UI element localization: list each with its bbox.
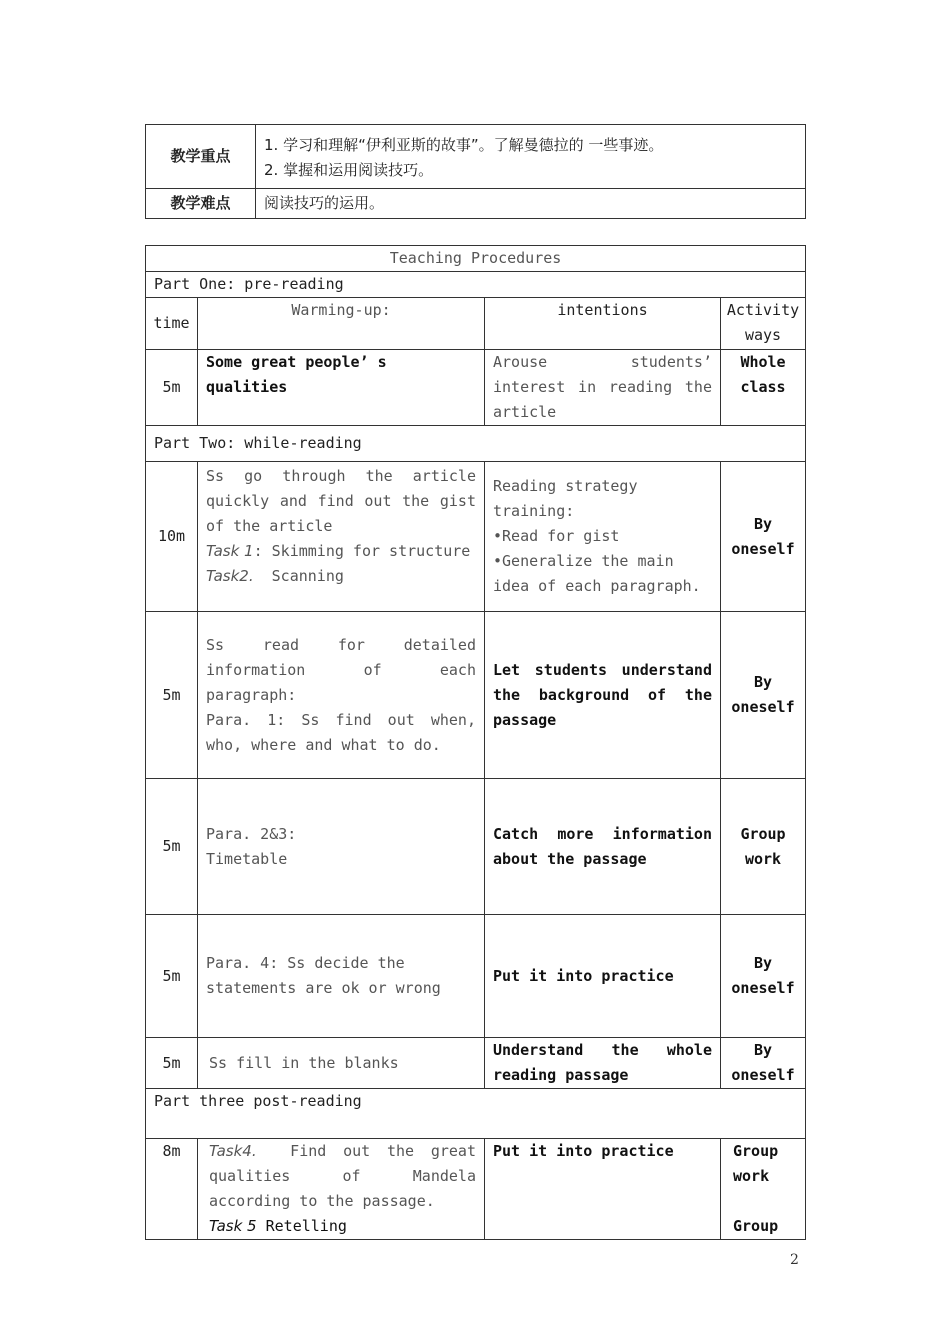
difficulty-label: 教学难点 xyxy=(146,189,256,219)
part2-row2-ways-line-2: oneself xyxy=(731,698,795,716)
part2-row3-ways-line-2: work xyxy=(744,849,782,868)
part3-ways-line-4: Group xyxy=(733,1217,779,1235)
part2-row4-ways-line-2: oneself xyxy=(731,979,795,997)
task1-text: : Skimming for structure xyxy=(253,542,471,560)
part2-row3-activity-line-2: Timetable xyxy=(206,849,288,868)
part2-row3-time: 5m xyxy=(146,779,198,915)
key-point-1: 1. 学习和理解“伊利亚斯的故事”。了解曼德拉的 一些事迹。 xyxy=(264,136,664,154)
part2-row1-ways-line-1: By xyxy=(753,514,773,533)
part2-row5-ways-line-1: By xyxy=(753,1041,773,1059)
procedures-table xyxy=(145,245,806,1240)
key-points-label: 教学重点 xyxy=(146,125,256,189)
part2-row4-activity xyxy=(198,915,485,1038)
part2-row3-activity xyxy=(198,779,485,915)
task2-label: Task2. xyxy=(206,567,254,585)
part2-row5-ways-line-2: oneself xyxy=(731,1066,795,1084)
part2-row2-intention: Let students understand the background of the passage xyxy=(485,612,721,779)
part2-row3-intention: Catch more information about the passage xyxy=(485,779,721,915)
task2-text: Scanning xyxy=(253,567,344,585)
part2-row1-intention xyxy=(485,462,721,612)
part1-time: 5m xyxy=(146,350,198,426)
strategy-bullet-2: •Generalize the main idea of each paragraph. xyxy=(493,552,701,595)
header-intentions: intentions xyxy=(485,298,721,350)
task5-text: Retelling xyxy=(256,1217,347,1235)
task4-label: Task4. xyxy=(209,1142,257,1160)
part2-row2-time: 5m xyxy=(146,612,198,779)
part3-activity xyxy=(198,1139,485,1240)
strategy-title: Reading strategy training: xyxy=(493,477,638,520)
part2-row5-intention: Understand the whole reading passage xyxy=(485,1038,721,1089)
part-two-label: Part Two: while-reading xyxy=(146,426,806,462)
part2-row4-time: 5m xyxy=(146,915,198,1038)
header-warming-up: Warming-up: xyxy=(198,298,485,350)
key-point-2: 2. 掌握和运用阅读技巧。 xyxy=(264,161,434,179)
part1-ways-line-2: class xyxy=(740,378,786,396)
objectives-table xyxy=(145,124,806,219)
part2-row3-ways-line-1: Group xyxy=(740,824,786,843)
part3-ways-line-1: Group xyxy=(733,1142,779,1160)
part1-ways xyxy=(721,350,806,426)
part2-row2-ways-line-1: By xyxy=(753,673,773,691)
part2-row1-time: 10m xyxy=(146,462,198,612)
part2-row2-activity-line-2: Para. 1: Ss find out when, who, where and what to do. xyxy=(206,710,476,754)
part1-ways-line-1: Whole xyxy=(740,353,786,371)
part3-ways-line-3 xyxy=(733,1189,805,1214)
page-number: 2 xyxy=(790,1252,799,1268)
part1-intention: Arouse students’ interest in reading the article xyxy=(485,350,721,426)
key-points-cell xyxy=(256,125,806,189)
part-three-label: Part three post-reading xyxy=(146,1089,806,1139)
part2-row4-activity-line-1: Para. 4: Ss decide the xyxy=(206,954,405,972)
header-ways-line-2: ways xyxy=(744,326,782,344)
part2-row5-time: 5m xyxy=(146,1038,198,1089)
part2-row3-ways xyxy=(721,779,806,915)
part2-row2-activity-line-1: Ss read for detailed information of each paragraph: xyxy=(206,635,476,704)
part2-row2-activity xyxy=(198,612,485,779)
part3-ways xyxy=(721,1139,806,1240)
part3-intention: Put it into practice xyxy=(485,1139,721,1240)
part2-row5-activity: Ss fill in the blanks xyxy=(198,1038,485,1089)
part2-row3-activity-line-1: Para. 2&3: xyxy=(206,824,297,843)
procedures-title: Teaching Procedures xyxy=(146,246,806,272)
task1-label: Task 1 xyxy=(206,542,254,560)
part2-row2-ways xyxy=(721,612,806,779)
part2-row1-ways-line-2: oneself xyxy=(731,539,795,558)
header-ways-line-1: Activity xyxy=(726,301,800,319)
strategy-bullet-1: •Read for gist xyxy=(493,527,620,545)
part3-time: 8m xyxy=(146,1139,198,1240)
part2-row4-ways xyxy=(721,915,806,1038)
header-activity-ways xyxy=(721,298,806,350)
header-time: time xyxy=(146,298,198,350)
part2-row1-activity-text: Ss go through the article quickly and find out the gist of the article xyxy=(206,467,476,535)
part2-row4-intention: Put it into practice xyxy=(485,915,721,1038)
difficulty-text: 阅读技巧的运用。 xyxy=(256,189,806,219)
part2-row4-activity-line-2: statements are ok or wrong xyxy=(206,979,441,997)
part2-row1-activity xyxy=(198,462,485,612)
task4-text: Find out the great qualities of Mandela according to the passage. xyxy=(209,1142,486,1210)
part1-activity: Some great people’ s qualities xyxy=(198,350,485,426)
part3-ways-line-2: work xyxy=(733,1167,770,1185)
part2-row5-ways xyxy=(721,1038,806,1089)
part2-row4-ways-line-1: By xyxy=(753,954,773,972)
part2-row1-ways xyxy=(721,462,806,612)
task5-label: Task 5 xyxy=(209,1217,257,1235)
part-one-label: Part One: pre-reading xyxy=(146,272,806,298)
